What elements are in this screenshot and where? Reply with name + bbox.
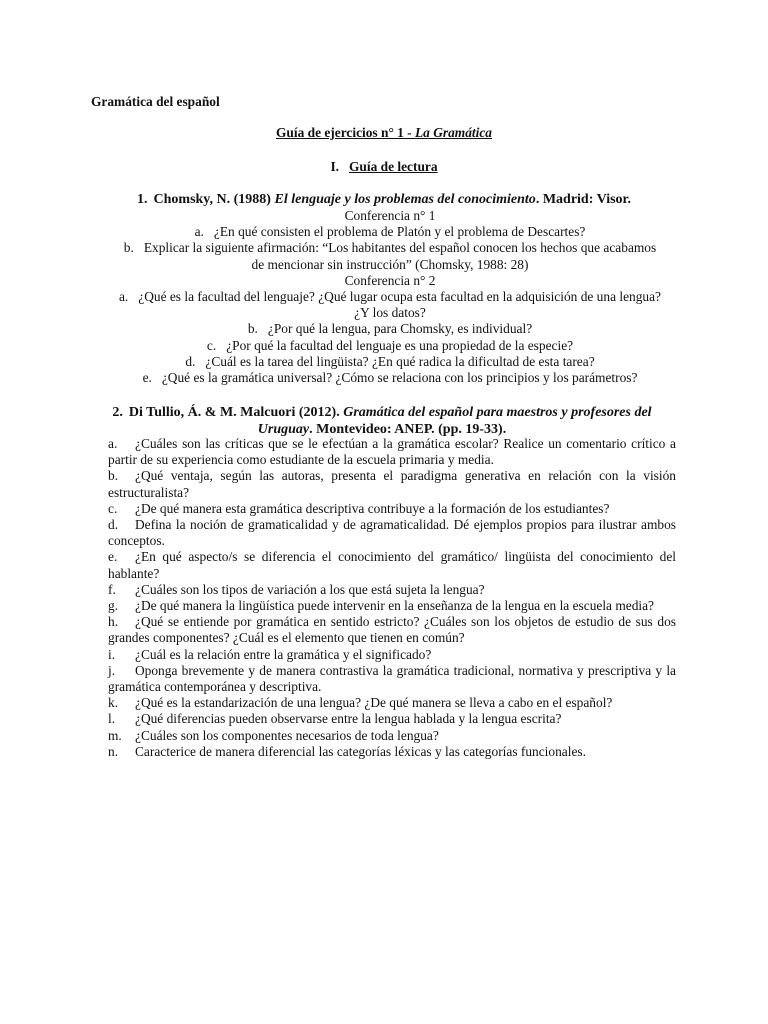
- list-item: [108, 663, 676, 695]
- question-label: d.: [185, 353, 196, 369]
- item-label: m.: [108, 727, 122, 743]
- list-item: [108, 614, 676, 646]
- item-label: e.: [108, 549, 118, 565]
- question-label: b.: [247, 321, 258, 337]
- question-2d: [110, 354, 670, 370]
- question-1b-line-2: de mencionar sin instrucción” (Chomsky, 1988: 28): [251, 256, 529, 272]
- question-1b-line-1: [110, 240, 670, 256]
- item-text: ¿De qué manera esta gramática descriptiva contribuye a la formación de los estudiantes?: [135, 500, 610, 516]
- item-label: f.: [108, 581, 116, 597]
- question-label: b.: [123, 240, 134, 256]
- item-label: j.: [108, 662, 116, 678]
- guide-title-italic: La Gramática: [415, 125, 492, 140]
- reference-1-author: Chomsky, N. (1988): [153, 192, 275, 207]
- item-text: Oponga brevemente y de manera contrastiva la gramática tradicional, normativa y prescriptiva y la gramática contemporánea y descriptiva.: [108, 662, 676, 695]
- question-2e: [110, 370, 670, 386]
- list-item: [108, 728, 676, 744]
- item-text: Defina la noción de gramaticalidad y de agramaticalidad. Dé ejemplos propios para ilustrar ambos conceptos.: [108, 517, 676, 549]
- item-text: ¿Cuál es la relación entre la gramática y el significado?: [135, 646, 432, 662]
- item-label: i.: [108, 646, 116, 662]
- section-number: I.: [330, 159, 340, 174]
- reference-1-title: El lenguaje y los problemas del conocimiento: [274, 192, 536, 207]
- list-item: [108, 436, 676, 468]
- item-label: k.: [108, 695, 119, 711]
- question-2a-line-2: ¿Y los datos?: [354, 305, 426, 321]
- item-text: ¿Qué es la estandarización de una lengua? ¿De qué manera se lleva a cabo en el español?: [135, 695, 613, 711]
- item-text: ¿Qué se entiende por gramática en sentido estricto? ¿Cuáles son los objetos de estudio de sus dos grandes componentes? ¿Cuál es el elemento que tienen en común?: [108, 614, 676, 646]
- reference-2-author: Di Tullio, Á. & M. Malcuori (2012).: [128, 405, 344, 420]
- item-text: ¿De qué manera la lingüística puede intervenir en la enseñanza de la lengua en la escuela media?: [135, 598, 655, 614]
- question-label: c.: [206, 337, 217, 353]
- item-text: ¿Qué diferencias pueden observarse entre la lengua hablada y la lengua escrita?: [135, 711, 562, 727]
- list-item: [108, 517, 676, 549]
- conference-1-heading: Conferencia n° 1: [344, 208, 436, 223]
- item-label: a.: [108, 436, 118, 451]
- list-item: [108, 501, 676, 517]
- question-label: e.: [142, 370, 152, 386]
- item-text: Caracterice de manera diferencial las categorías léxicas y las categorías funcionales.: [135, 743, 586, 759]
- list-item: [108, 744, 676, 760]
- item-label: g.: [108, 598, 119, 614]
- list-item: [108, 468, 676, 500]
- question-2c: [110, 338, 670, 354]
- item-label: d.: [108, 517, 119, 533]
- item-label: b.: [108, 468, 119, 484]
- section-heading: [0, 159, 768, 175]
- section-title: Guía de lectura: [349, 159, 438, 174]
- list-item: [108, 647, 676, 663]
- question-text: ¿Cuál es la tarea del lingüista? ¿En qué radica la dificultad de esta tarea?: [205, 353, 595, 369]
- reference-2-number: 2.: [112, 405, 123, 420]
- question-label: a.: [118, 289, 129, 305]
- reference-1: [0, 192, 768, 208]
- conference-2-heading: Conferencia n° 2: [344, 272, 436, 288]
- list-item: [108, 695, 676, 711]
- reference-2-publisher: . Montevideo: ANEP. (pp. 19-33).: [309, 422, 507, 437]
- item-label: l.: [108, 711, 116, 727]
- item-label: h.: [108, 614, 119, 630]
- reference-2: [108, 404, 656, 438]
- item-text: ¿Cuáles son las críticas que se le efectúan a la gramática escolar? Realice un comentario crítico a partir de su experiencia como estudiante de la escuela primaria y media.: [108, 436, 676, 468]
- item-text: ¿Qué ventaja, según las autoras, presenta el paradigma generativa en relación con la visión estructuralista?: [108, 468, 676, 500]
- question-text: ¿Por qué la lengua, para Chomsky, es individual?: [267, 321, 533, 337]
- question-text: ¿En qué consisten el problema de Platón y el problema de Descartes?: [213, 224, 586, 240]
- reference-2-title: Gramática del español para maestros y profesores del Uruguay: [257, 405, 652, 437]
- reference-2-questions: [108, 436, 676, 760]
- question-label: a.: [194, 224, 204, 240]
- question-text: Explicar la siguiente afirmación: “Los habitantes del español conocen los hechos que acabamos: [143, 240, 657, 256]
- item-text: ¿Cuáles son los tipos de variación a los que está sujeta la lengua?: [135, 581, 485, 597]
- reference-1-publisher: . Madrid: Visor.: [535, 192, 631, 207]
- question-2a-line-1: [110, 289, 670, 305]
- list-item: [108, 711, 676, 727]
- question-text: ¿Qué es la gramática universal? ¿Cómo se relaciona con los principios y los parámetros?: [161, 370, 638, 386]
- list-item: [108, 549, 676, 581]
- item-label: n.: [108, 743, 119, 759]
- reference-1-number: 1.: [137, 192, 148, 207]
- question-1a: [110, 224, 670, 240]
- question-2b: [110, 321, 670, 337]
- list-item: [108, 598, 676, 614]
- item-label: c.: [108, 500, 118, 516]
- list-item: [108, 582, 676, 598]
- question-text: ¿Por qué la facultad del lenguaje es una propiedad de la especie?: [226, 337, 574, 353]
- item-text: ¿Cuáles son los componentes necesarios de toda lengua?: [135, 727, 439, 743]
- question-text: ¿Qué es la facultad del lenguaje? ¿Qué lugar ocupa esta facultad en la adquisición de una lengua?: [138, 289, 662, 305]
- course-title: Gramática del español: [91, 94, 220, 109]
- guide-title-prefix: Guía de ejercicios n° 1 -: [276, 125, 415, 140]
- reference-1-questions: [110, 208, 670, 386]
- item-text: ¿En qué aspecto/s se diferencia el conocimiento del gramático/ lingüista del conocimiento del hablante?: [108, 549, 676, 581]
- guide-title: [0, 125, 768, 141]
